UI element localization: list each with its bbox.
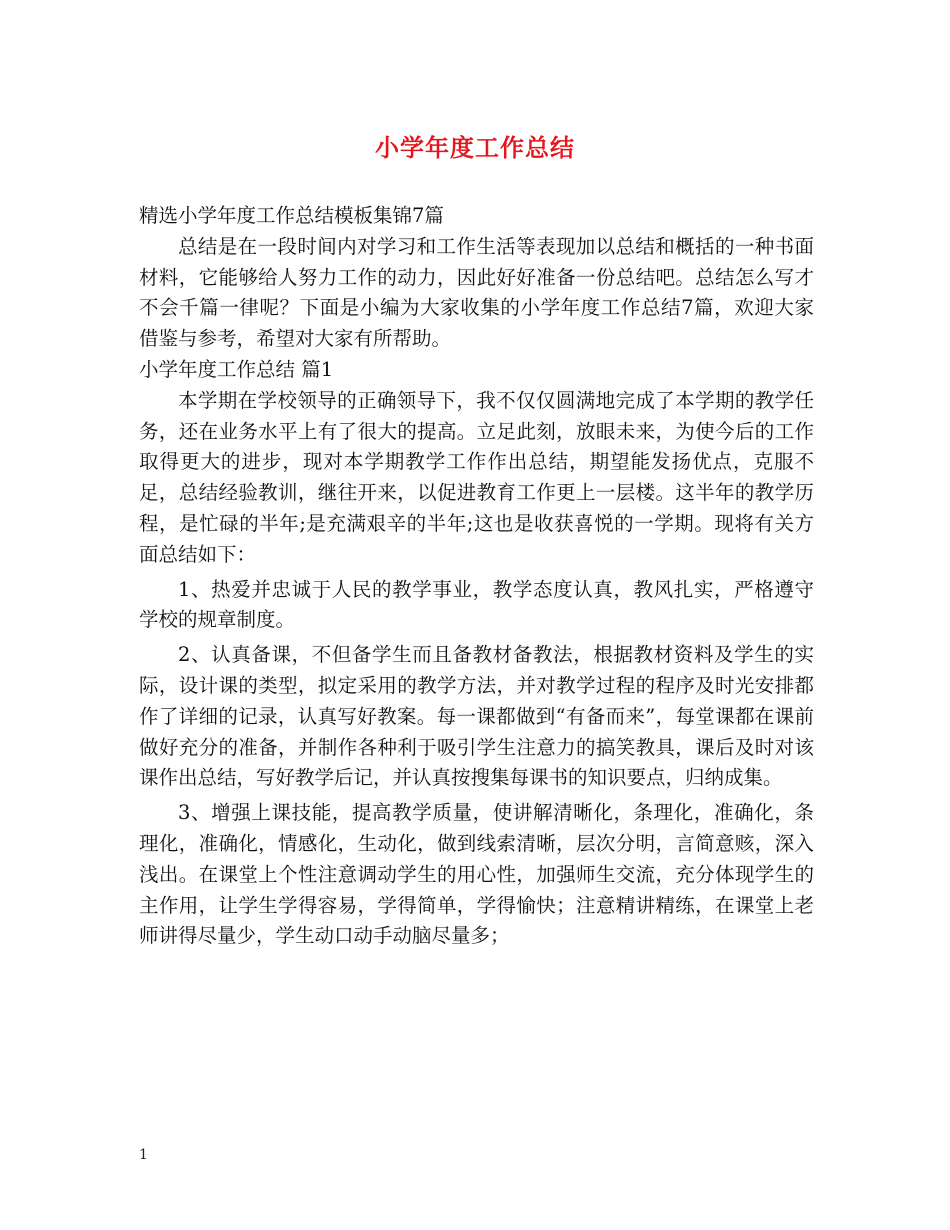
section-heading: 小学年度工作总结 篇1 [139, 357, 334, 381]
document-title: 小学年度工作总结 [375, 133, 575, 162]
numbered-paragraph-1: 1、热爱并忠诚于人民的教学事业，教学态度认真，教风扎实，严格遵守学校的规章制度。 [139, 577, 814, 632]
intro-paragraph: 总结是在一段时间内对学习和工作生活等表现加以总结和概括的一种书面材料，它能够给人努力工作的动力，因此好好准备一份总结吧。总结怎么写才不会千篇一律呢？下面是小编为大家收集的小学年度工作总结7篇，欢迎大家借鉴与参考，希望对大家有所帮助。 [139, 234, 814, 351]
document-body [139, 201, 814, 952]
numbered-paragraph-3: 3、增强上课技能，提高教学质量，使讲解清晰化，条理化，准确化，条理化，准确化，情感化，生动化，做到线索清晰，层次分明，言简意赅，深入浅出。在课堂上个性注意调动学生的用心性，加强师生交流，充分体现学生的主作用，让学生学得容易，学得简单，学得愉快；注意精讲精练，在课堂上老师讲得尽量少，学生动口动手动脑尽量多； [139, 801, 814, 948]
page-number: 1 [139, 1147, 148, 1163]
numbered-paragraph-2: 2、认真备课，不但备学生而且备教材备教法，根据教材资料及学生的实际，设计课的类型，拟定采用的教学方法，并对教学过程的程序及时光安排都作了详细的记录，认真写好教案。每一课都做到“有备而来”，每堂课都在课前做好充分的准备，并制作各种利于吸引学生注意力的搞笑教具，课后及时对该课作出总结，写好教学后记，并认真按搜集每课书的知识要点，归纳成集。 [139, 643, 814, 790]
document-subtitle: 精选小学年度工作总结模板集锦7篇 [139, 204, 444, 227]
section-paragraph: 本学期在学校领导的正确领导下，我不仅仅圆满地完成了本学期的教学任务，还在业务水平上有了很大的提高。立足此刻，放眼未来，为使今后的工作取得更大的进步，现对本学期教学工作作出总结，期望能发扬优点，克服不足，总结经验教训，继往开来，以促进教育工作更上一层楼。这半年的教学历程，是忙碌的半年;是充满艰辛的半年;这也是收获喜悦的一学期。现将有关方面总结如下： [139, 388, 814, 566]
